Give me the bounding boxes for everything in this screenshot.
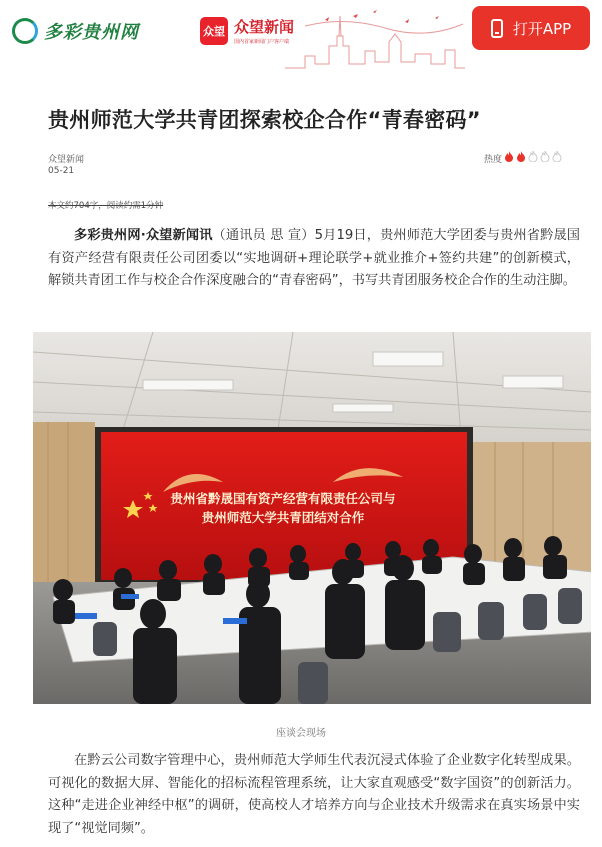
duocai-logo-mark-icon	[12, 18, 38, 44]
heat-label: 热度	[484, 154, 503, 165]
flame-icon	[528, 151, 538, 162]
lead-source: 多彩贵州网·众望新闻讯	[74, 228, 213, 243]
city-skyline-decoration-icon	[285, 6, 465, 74]
zhongwang-logo-name: 众望新闻	[234, 18, 295, 36]
open-app-button[interactable]	[472, 6, 590, 50]
meeting-screen-line1: 贵州省黔晟国有资产经营有限责任公司与	[170, 491, 396, 506]
zhongwang-news-logo[interactable]	[200, 16, 294, 45]
lead-paragraph-text: （通讯员 思 宣）5月19日，贵州师范大学团委与贵州省黔晟国有资产经营有限责任公司团委以“实地调研+理论联学+就业推介+签约共建”的创新模式，解锁共青团工作与校企合作深度融合的“青春密码”，书写共青团服务校企合作的生动注脚。	[48, 228, 580, 288]
meeting-screen-line2: 贵州师范大学共青团结对合作	[201, 510, 365, 525]
flame-icon	[540, 151, 550, 162]
zhongwang-logo-tagline: 国内首家新闻门户客户端	[234, 39, 290, 45]
article-date: 05-21	[48, 166, 75, 176]
duocai-guizhou-logo[interactable]	[12, 18, 139, 44]
duocai-logo-text: 多彩贵州网	[44, 22, 139, 43]
flame-icon	[516, 151, 526, 162]
photo-caption: 座谈会现场	[276, 728, 326, 739]
meeting-photo[interactable]	[33, 332, 591, 704]
heat-flames	[502, 151, 562, 165]
reading-time-info: 本文约704字，阅读约需1分钟	[48, 201, 164, 211]
flame-icon	[552, 151, 562, 162]
heat-indicator	[484, 151, 562, 165]
flame-icon	[504, 151, 514, 162]
article-source[interactable]: 众望新闻	[48, 155, 85, 165]
article-title: 贵州师范大学共青团探索校企合作“青春密码”	[48, 108, 481, 132]
phone-icon	[491, 19, 503, 38]
zhongwang-logo-icon: 众望	[200, 17, 228, 45]
lead-paragraph	[48, 225, 580, 293]
open-app-label: 打开APP	[512, 19, 572, 38]
body-paragraph-2: 在黔云公司数字管理中心，贵州师范大学师生代表沉浸式体验了企业数字化转型成果。可视化的数据大屏、智能化的招标流程管理系统，让大家直观感受“数字国资”的创新活力。这种“走进企业神经中枢”的调研，使高校人才培养方向与企业技术升级需求在真实场景中实现了“视觉同频”。	[48, 753, 580, 836]
top-banner	[0, 0, 602, 82]
meeting-room-image	[33, 332, 591, 704]
